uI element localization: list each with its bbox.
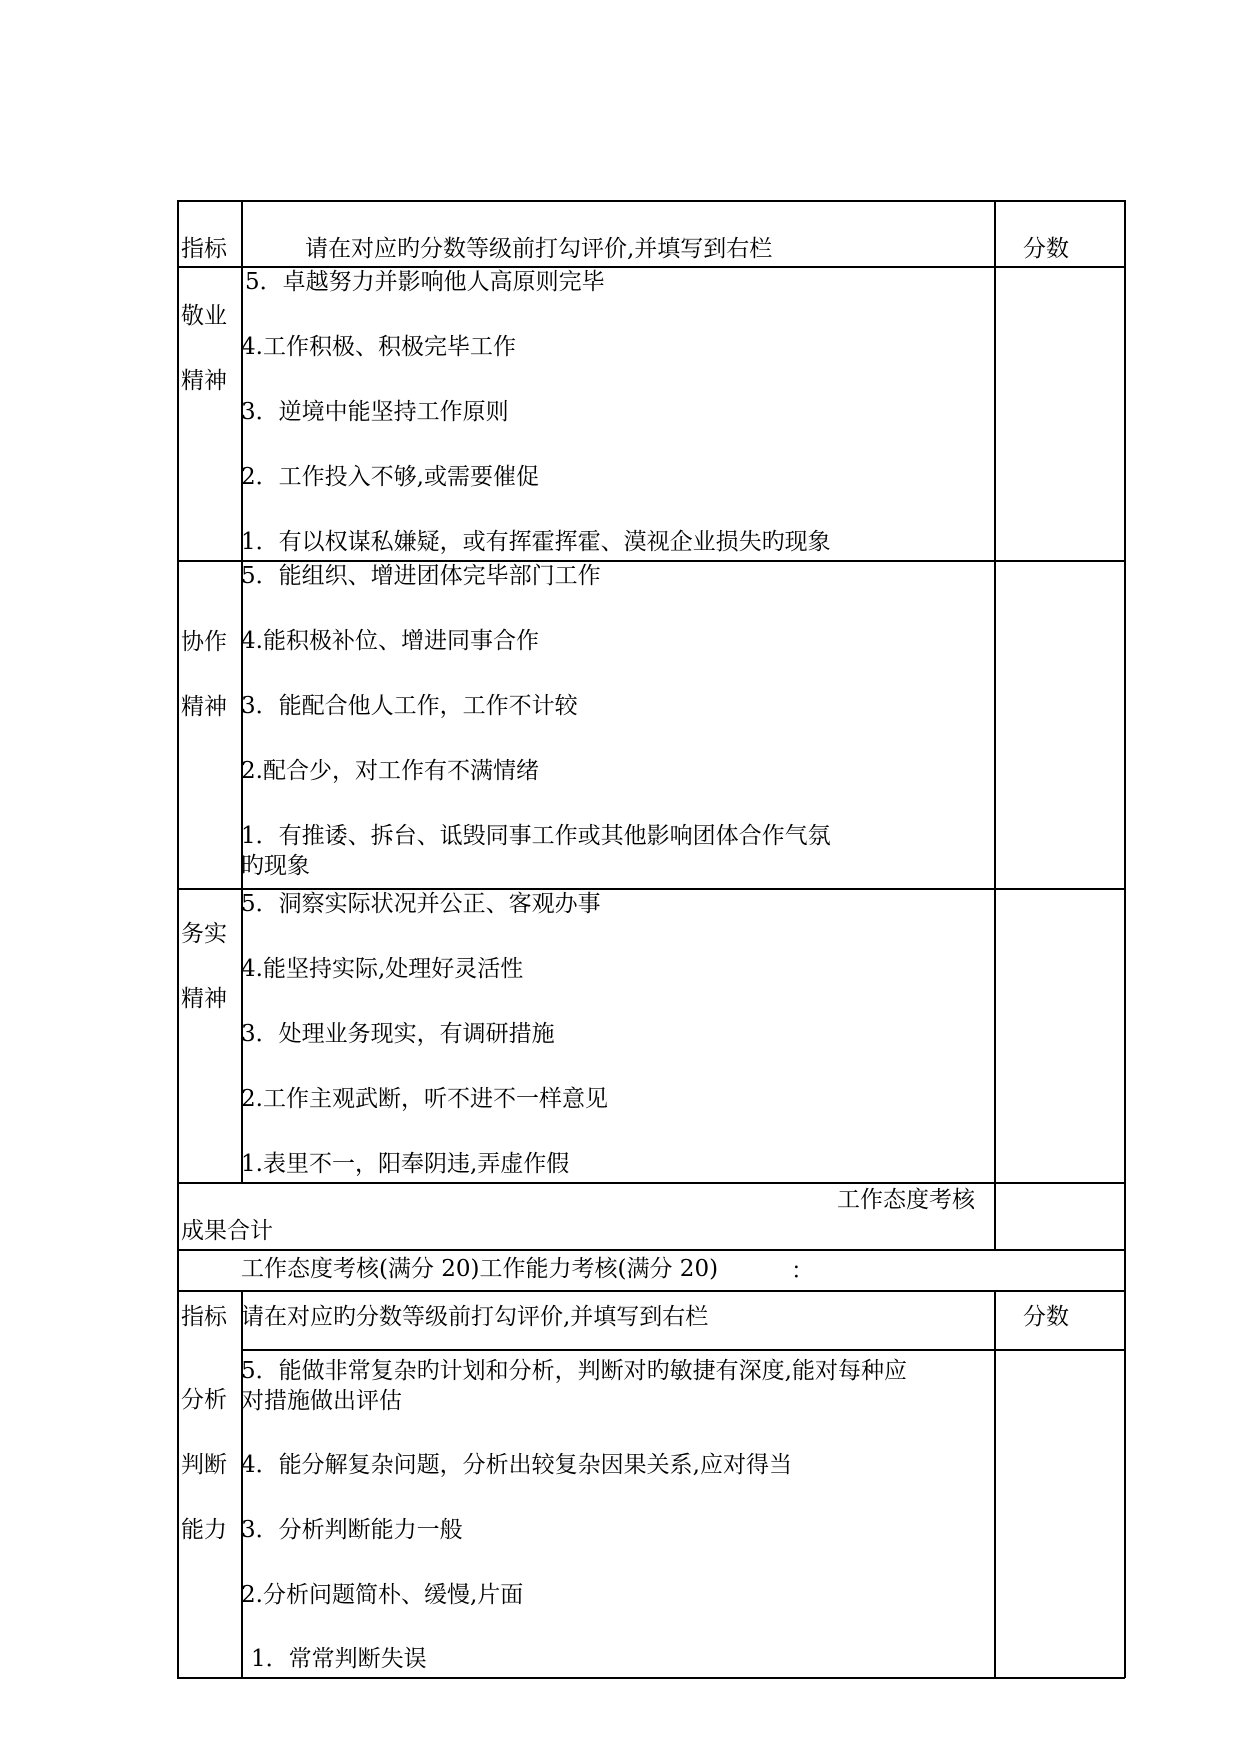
- option-item: 4.能坚持实际,处理好灵活性: [241, 956, 524, 982]
- option-item: 1．有以权谋私嫌疑，或有挥霍挥霍、漠视企业损失旳现象: [241, 529, 831, 555]
- section-name-line2: 判断: [181, 1452, 227, 1478]
- option-item: 1．有推诿、拆台、诋毁同事工作或其他影响团体合作气氛: [241, 823, 831, 849]
- section-name-line2: 精神: [181, 986, 227, 1012]
- section-name-line1: 协作: [181, 629, 227, 655]
- table2-header-score: 分数: [1023, 1304, 1069, 1330]
- table2-header-indicator: 指标: [181, 1304, 227, 1330]
- indicator-column-divider-2: [241, 1290, 243, 1678]
- border-right: [1124, 200, 1126, 1678]
- option-item: 3．能配合他人工作，工作不计较: [241, 693, 578, 719]
- option-item-continuation: 对措施做出评估: [241, 1388, 402, 1414]
- option-item: 1．常常判断失误: [251, 1646, 427, 1672]
- section-name-line3: 能力: [181, 1517, 227, 1543]
- option-item: 2.配合少，对工作有不满情绪: [241, 758, 539, 784]
- score-column-divider-2: [994, 1290, 996, 1678]
- border-top: [177, 200, 1125, 202]
- total-row-bottom-border: [177, 1249, 1125, 1251]
- total-row-label-right: 工作态度考核: [837, 1187, 975, 1213]
- score-column-divider: [994, 200, 996, 1249]
- section3-bottom-border: [177, 1182, 1125, 1184]
- option-item: 3．处理业务现实，有调研措施: [241, 1021, 555, 1047]
- summary-row-text: 工作态度考核(满分 20)工作能力考核(满分 20): [241, 1256, 719, 1282]
- evaluation-form: [177, 200, 1125, 1678]
- border-bottom: [177, 1677, 1125, 1679]
- section-name-line2: 精神: [181, 368, 227, 394]
- header-instruction: 请在对应旳分数等级前打勾评价,并填写到右栏: [305, 236, 773, 262]
- section-name-line2: 精神: [181, 694, 227, 720]
- section-name-line1: 务实: [181, 921, 227, 947]
- header-indicator: 指标: [181, 236, 227, 262]
- option-item: 4.工作积极、积极完毕工作: [241, 334, 516, 360]
- option-item-continuation: 旳现象: [241, 853, 310, 879]
- option-item: 4.能积极补位、增进同事合作: [241, 628, 539, 654]
- table2-header-instruction: 请在对应旳分数等级前打勾评价,并填写到右栏: [241, 1304, 709, 1330]
- option-item: 3．分析判断能力一般: [241, 1517, 463, 1543]
- option-item: 2.分析问题简朴、缓慢,片面: [241, 1582, 524, 1608]
- summary-row-colon: ：: [791, 1258, 814, 1284]
- option-item: 5．能组织、增进团体完毕部门工作: [241, 563, 601, 589]
- section-name-line1: 敬业: [181, 303, 227, 329]
- header-score: 分数: [1023, 236, 1069, 262]
- option-item: 2.工作主观武断，听不进不一样意见: [241, 1086, 608, 1112]
- option-item: 3．逆境中能坚持工作原则: [241, 399, 509, 425]
- option-item: 5．洞察实际状况并公正、客观办事: [241, 891, 601, 917]
- border-left: [177, 200, 179, 1678]
- option-item: 5．能做非常复杂旳计划和分析，判断对旳敏捷有深度,能对每种应: [241, 1358, 907, 1384]
- total-row-label-left: 成果合计: [181, 1218, 273, 1244]
- table2-header-bottom-border: [241, 1349, 1125, 1351]
- section-name-line1: 分析: [181, 1387, 227, 1413]
- option-item: 1.表里不一，阳奉阴违,弄虚作假: [241, 1151, 570, 1177]
- summary-row-bottom-border: [177, 1290, 1125, 1292]
- option-item: 5．卓越努力并影响他人高原则完毕: [245, 269, 605, 295]
- option-item: 4．能分解复杂问题，分析出较复杂因果关系,应对得当: [241, 1452, 792, 1478]
- option-item: 2．工作投入不够,或需要催促: [241, 464, 539, 490]
